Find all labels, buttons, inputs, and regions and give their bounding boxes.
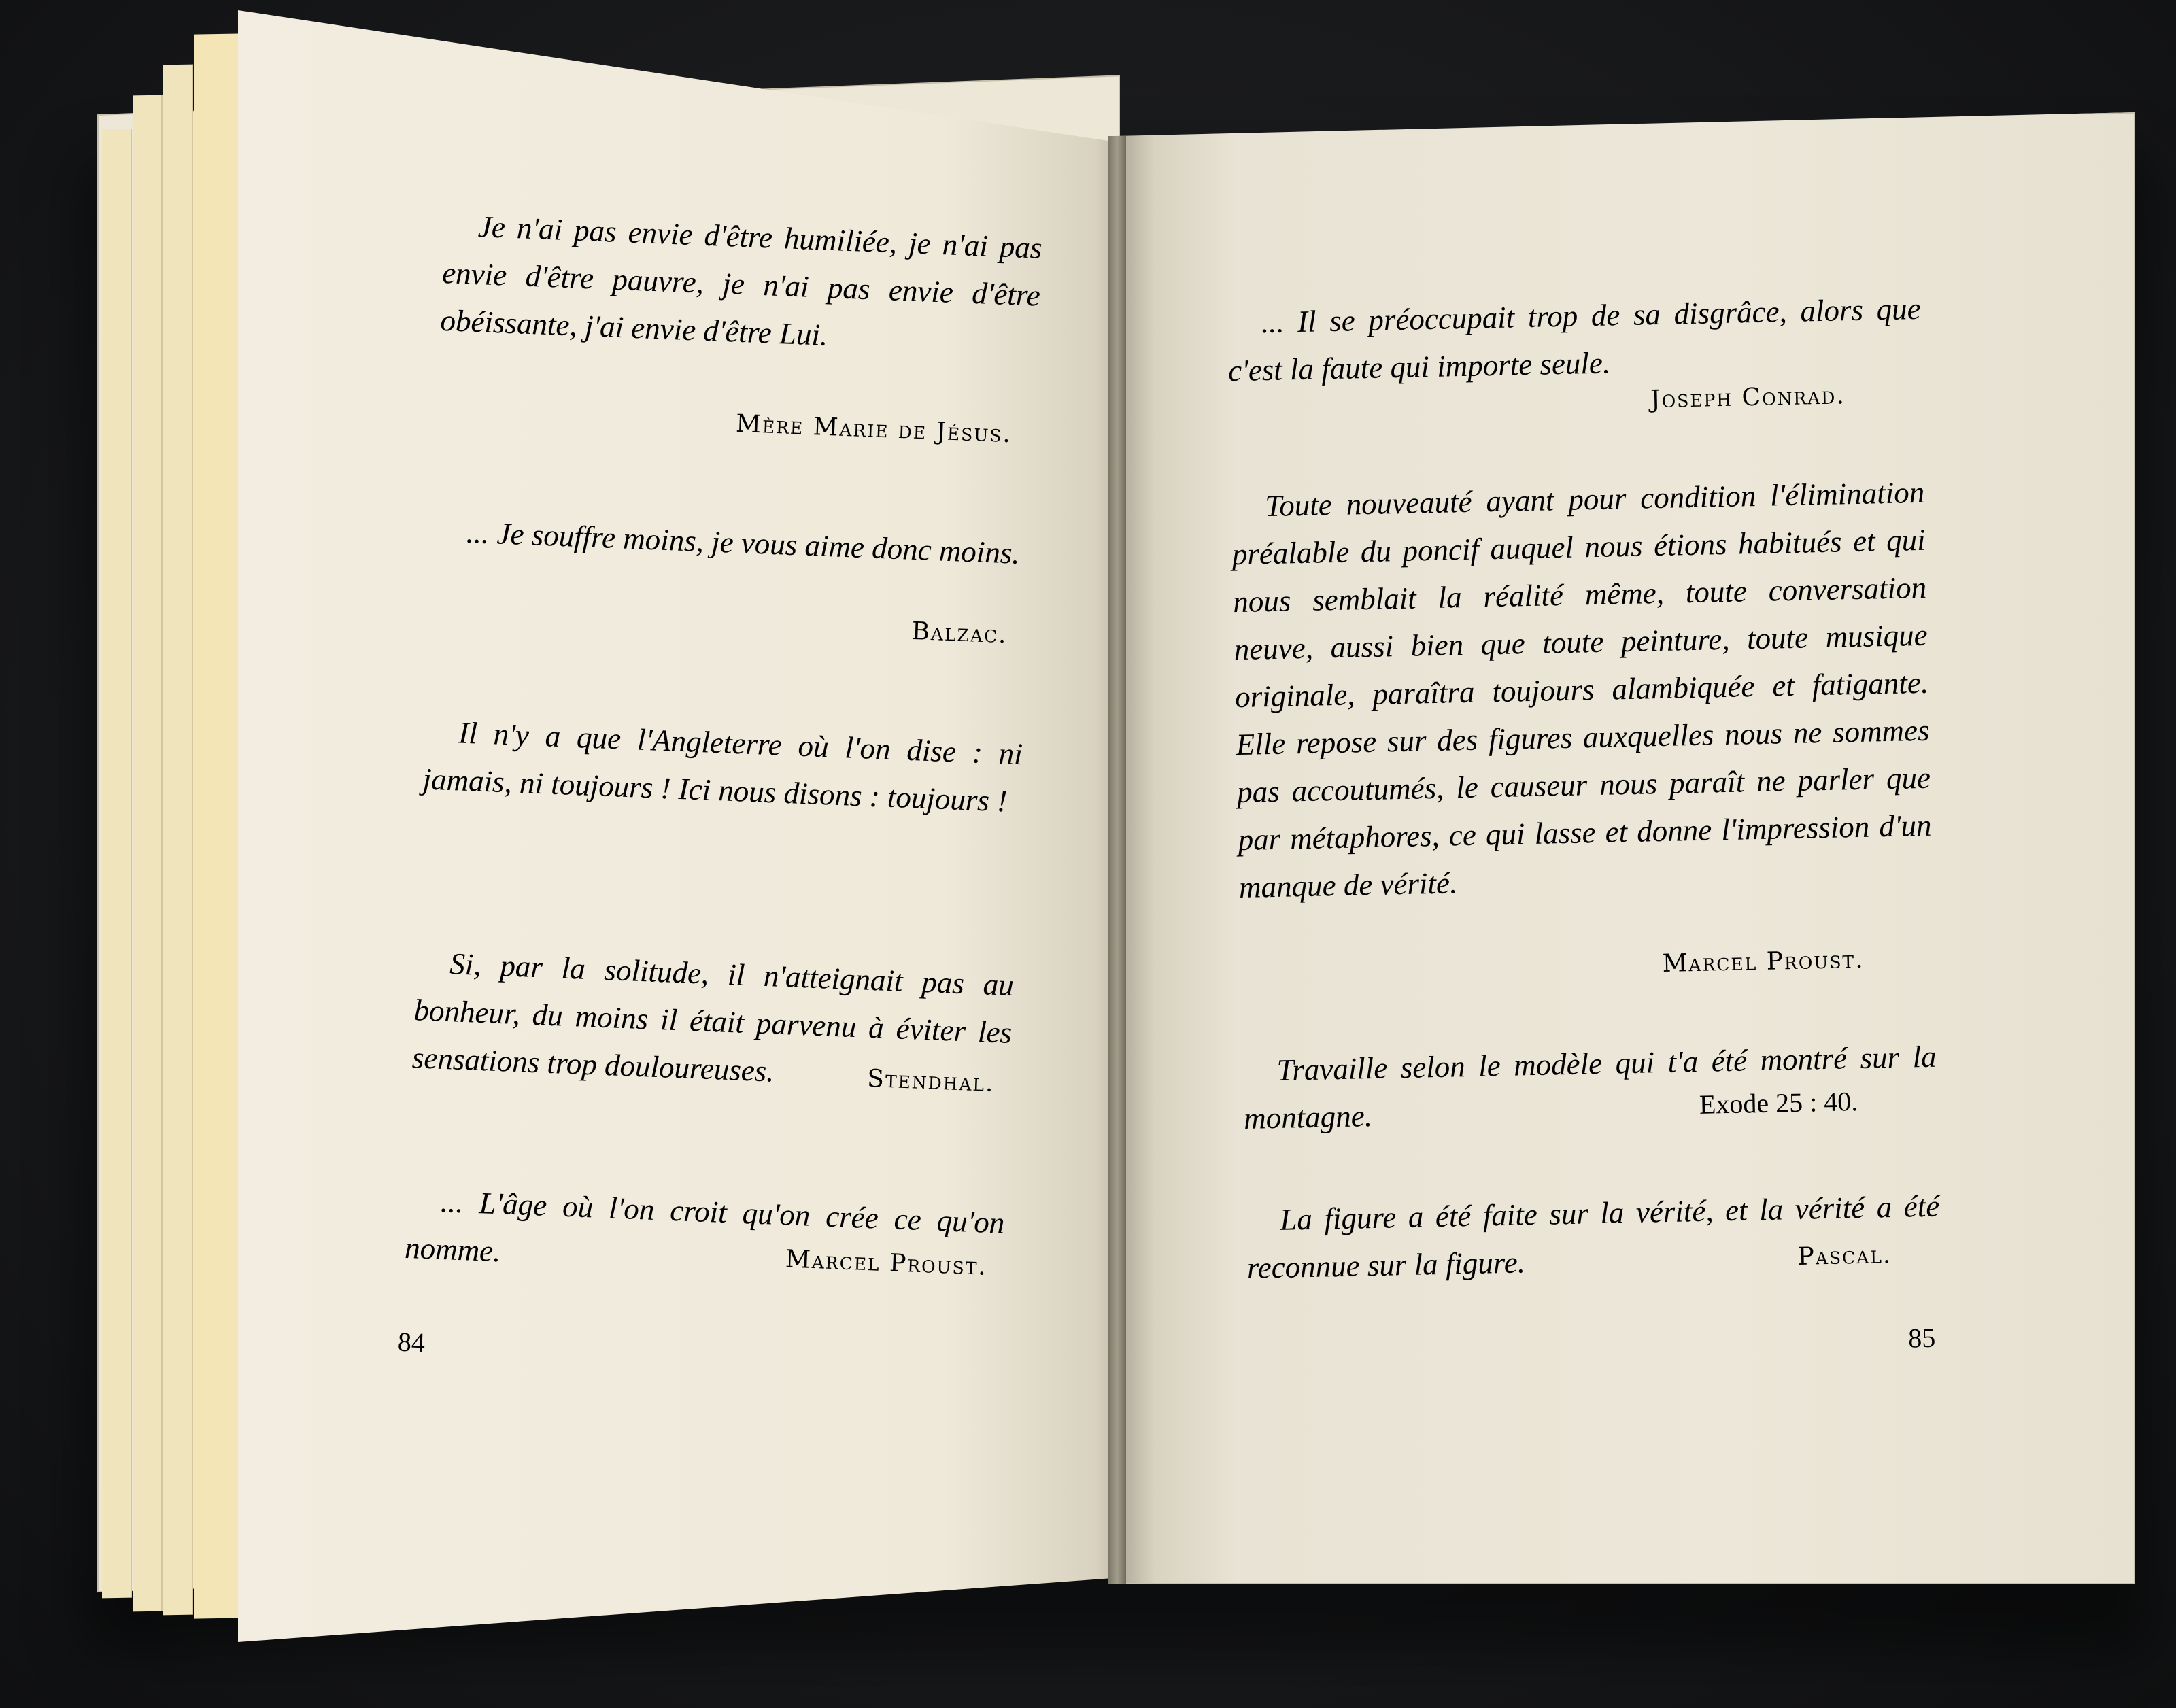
quote-text: Travaille selon le modèle qui t'a été montré sur la montagne. <box>1243 1039 1937 1135</box>
quote-author: Marcel Proust. <box>785 1245 988 1281</box>
quote-author: Balzac. <box>911 617 1008 649</box>
quote-author: Pascal. <box>1797 1241 1892 1271</box>
quote-author: Joseph Conrad. <box>1650 381 1846 414</box>
quote-text: ... L'âge où l'on croit qu'on crée ce qu'on nomme. <box>404 1184 1006 1269</box>
quote-text: Toute nouveauté ayant pour condition l'élimination préalable du poncif auquel nous étions habitués et qui nous semblait la réalité même, toute conversation neuve, aussi bien que toute peinture, toute musique originale, paraîtra toujours alambiquée et fatigante. Elle repose sur des figures auxquelles nous ne sommes pas accoutumés, le causeur nous paraît ne parler que par métaphores, ce qui lasse et donne l'impression d'un manque de vérité. <box>1231 475 1932 905</box>
quote-text: La figure a été faite sur la vérité, et la vérité a été reconnue sur la figure. <box>1246 1189 1940 1285</box>
quote-author: Marcel Proust. <box>1662 945 1865 978</box>
quote-text: Je n'ai pas envie d'être humiliée, je n'ai pas envie d'être pauvre, je n'ai pas envie d'être obéissante, j'ai envie d'être Lui. <box>439 209 1043 352</box>
quote-text: Il n'y a que l'Angleterre où l'on dise : ni jamais, ni toujours ! Ici nous disons : toujours ! <box>422 715 1023 819</box>
quote-text: ... Je souffre moins, je vous aime donc moins. <box>465 515 1021 570</box>
quote-author: Mère Marie de Jésus. <box>735 409 1013 449</box>
page-number: 85 <box>1907 1322 1936 1354</box>
quote-text: ... Il se préoccupait trop de sa disgrâce, alors que c'est la faute qui importe seule. <box>1227 291 1922 388</box>
page-number: 84 <box>397 1326 426 1359</box>
quote-text: Si, par la solitude, il n'atteignait pas au bonheur, du moins il était parvenu à éviter les sensations trop douloureuses. <box>411 946 1015 1089</box>
quote-author: Stendhal. <box>866 1064 996 1098</box>
quote-reference: Exode 25 : 40. <box>1699 1086 1858 1120</box>
